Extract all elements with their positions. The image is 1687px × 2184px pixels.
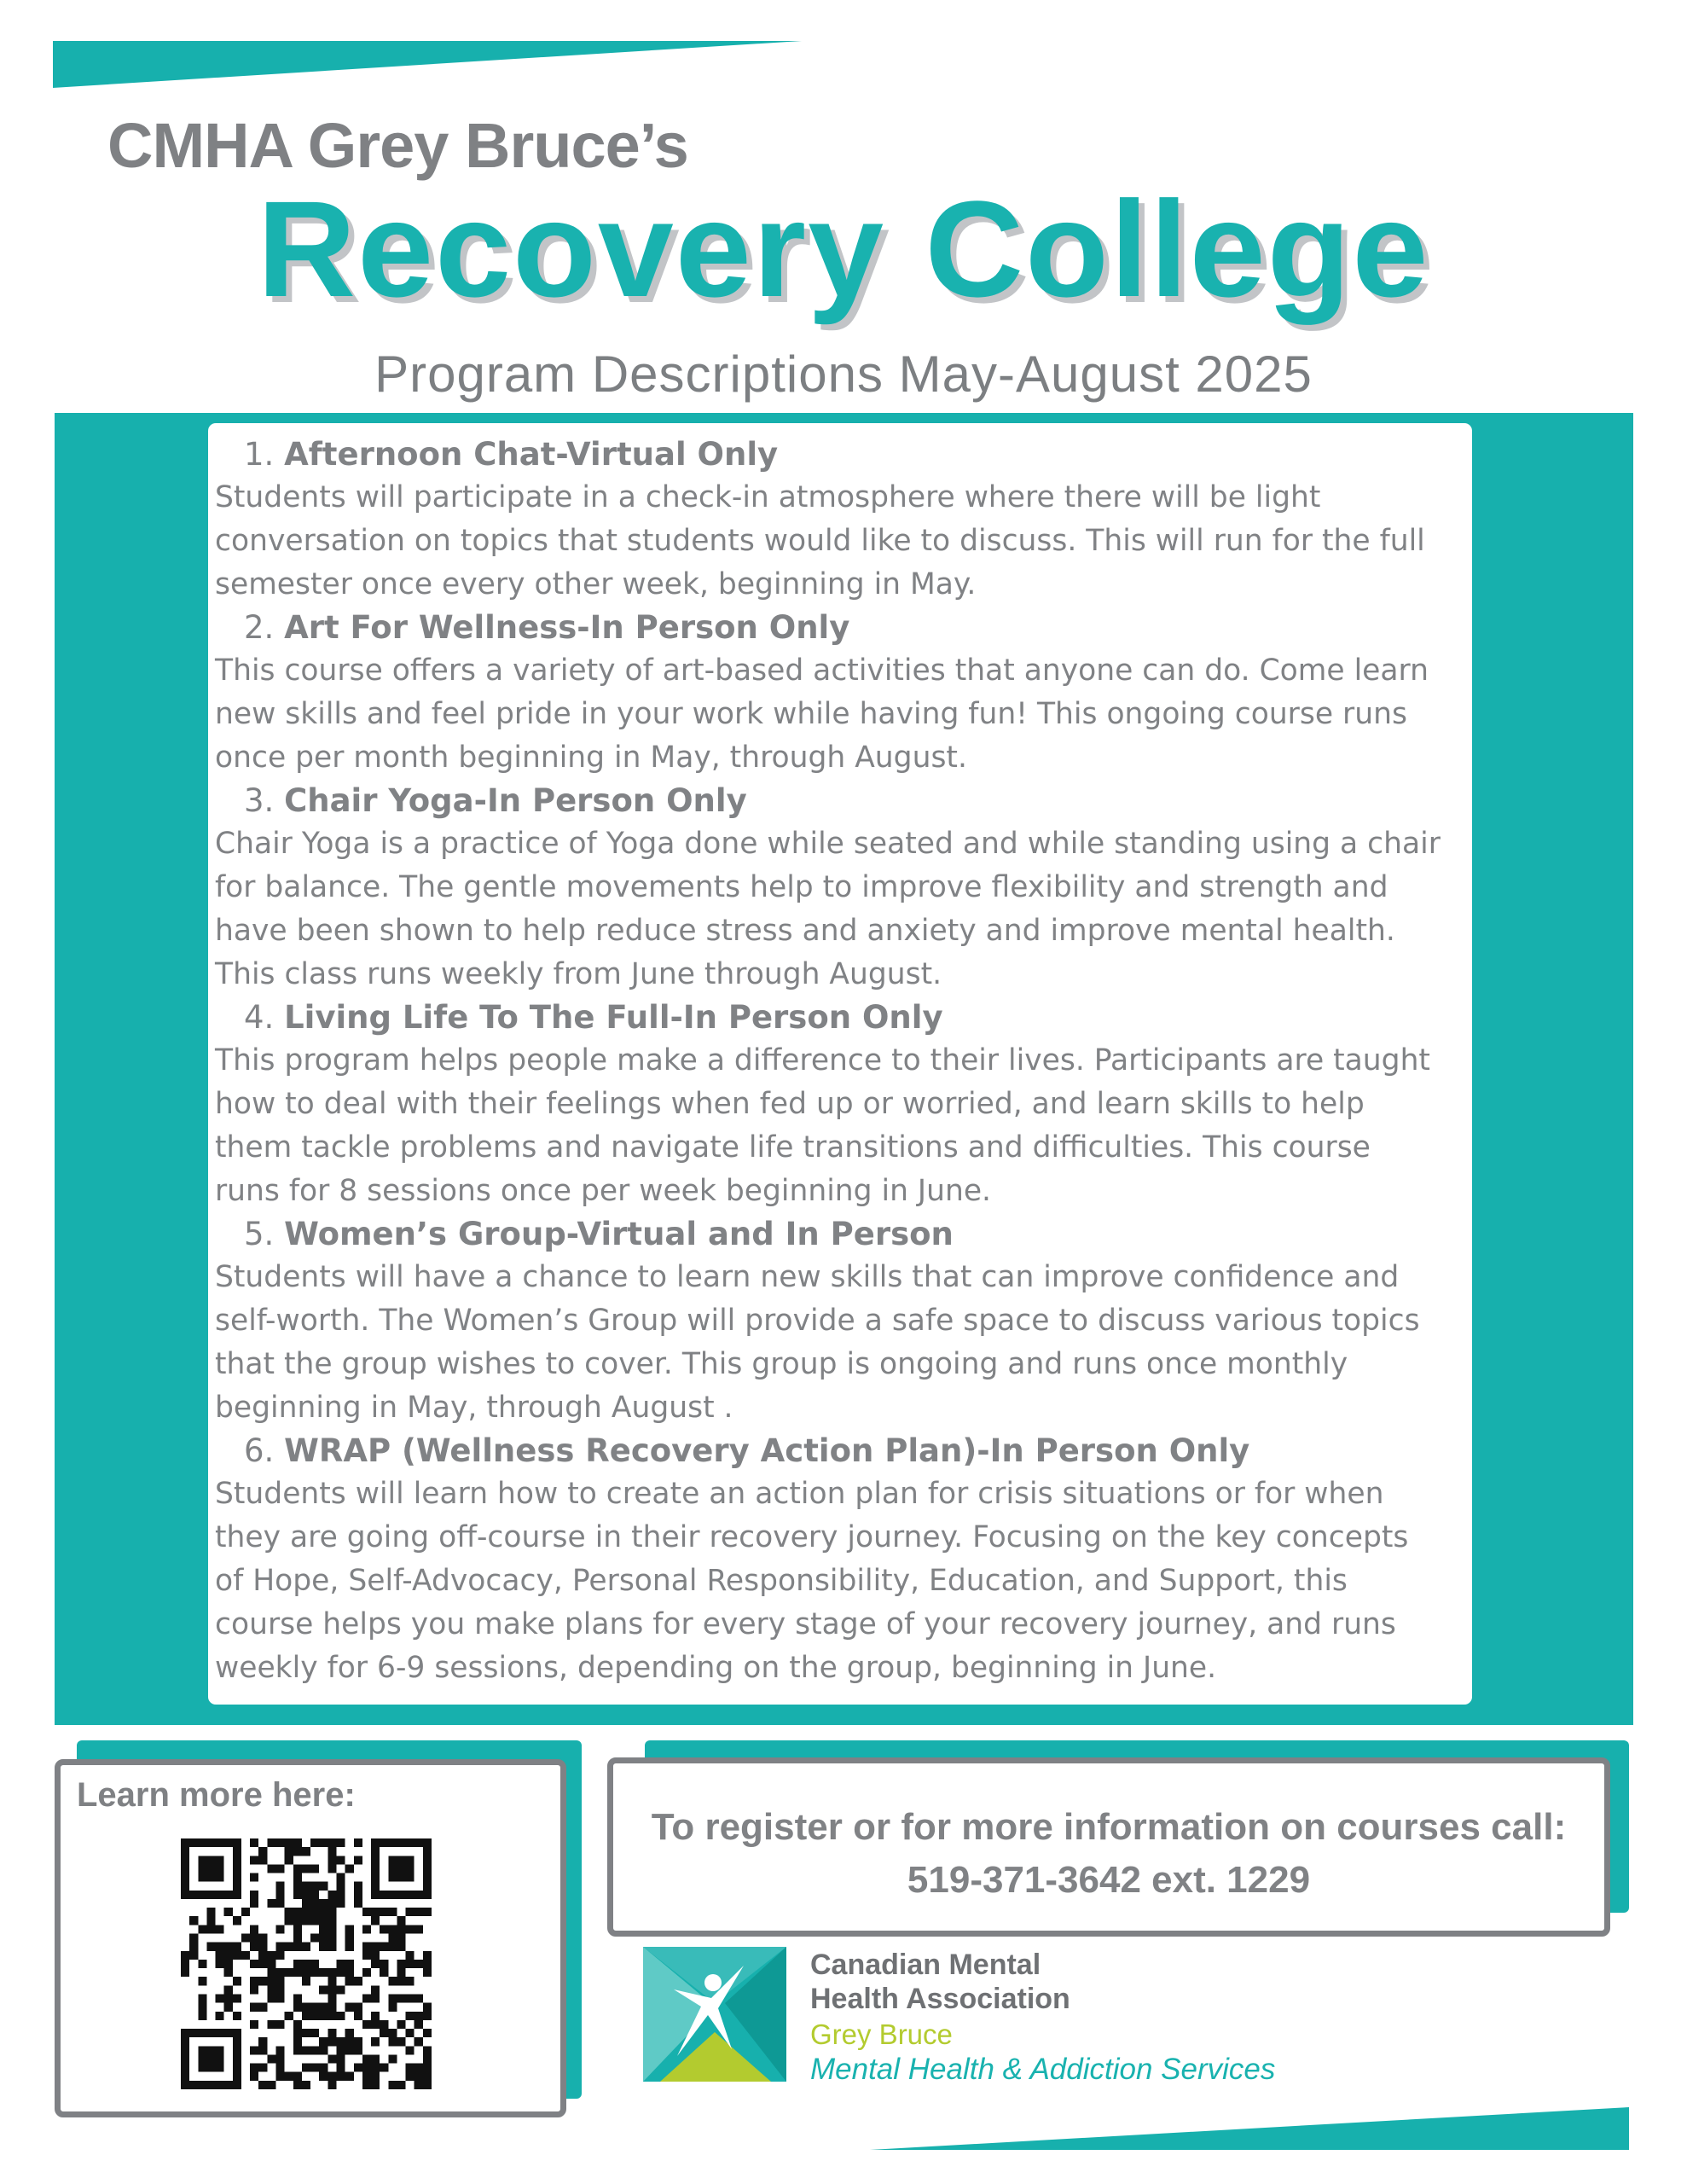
bottom-accent-stripe <box>853 2099 1638 2158</box>
program-description-line: they are going off-course in their recovery journey. Focusing on the key concepts <box>215 1520 1409 1554</box>
register-phone[interactable]: 519-371-3642 ext. 1229 <box>907 1859 1311 1901</box>
program-name: Art For Wellness-In Person Only <box>284 609 850 646</box>
program-name: Living Life To The Full-In Person Only <box>284 999 943 1036</box>
program-description-line: how to deal with their feelings when fed up or worried, and learn skills to help <box>215 1087 1365 1121</box>
program-item <box>215 607 1465 780</box>
program-description-line: have been shown to help reduce stress and anxiety and improve mental health. <box>215 914 1395 948</box>
program-description-line: Chair Yoga is a practice of Yoga done while seated and while standing using a chair <box>215 827 1441 861</box>
program-title <box>215 1430 1465 1472</box>
program-description-line: conversation on topics that students would like to discuss. This will run for the full <box>215 524 1425 558</box>
program-description-line: them tackle problems and navigate life transitions and difficulties. This course <box>215 1130 1371 1165</box>
program-description-line: of Hope, Self-Advocacy, Personal Responsibility, Education, and Support, this <box>215 1564 1348 1598</box>
program-description-line: once per month beginning in May, through August. <box>215 741 967 775</box>
learn-more-label: Learn more here: <box>77 1776 356 1814</box>
program-title <box>215 780 1465 822</box>
program-description-line: new skills and feel pride in your work while having fun! This ongoing course runs <box>215 697 1407 731</box>
program-name: Chair Yoga-In Person Only <box>284 782 747 819</box>
register-instructions: To register or for more information on courses call: <box>651 1806 1567 1848</box>
top-accent-stripe <box>0 0 1687 94</box>
program-description-line: beginning in May, through August . <box>215 1391 733 1425</box>
program-item <box>215 996 1465 1213</box>
program-description-line: semester once every other week, beginning in May. <box>215 567 977 601</box>
page-title: Recovery College <box>257 172 1430 325</box>
program-title <box>215 433 1465 476</box>
org-name-line1: Canadian Mental <box>810 1949 1041 1981</box>
program-description-line: This class runs weekly from June through August. <box>215 957 942 991</box>
program-name: Women’s Group-Virtual and In Person <box>284 1216 954 1252</box>
qr-code-icon[interactable] <box>181 1838 432 2089</box>
program-list <box>208 423 1472 1705</box>
program-item <box>215 1213 1465 1430</box>
program-number: 6. <box>244 1432 275 1469</box>
org-name-line2: Health Association <box>810 1983 1070 2015</box>
program-description-line: This program helps people make a difference to their lives. Participants are taught <box>215 1043 1430 1077</box>
program-description-line: Students will have a chance to learn new skills that can improve confidence and <box>215 1260 1400 1294</box>
program-description-line: for balance. The gentle movements help to improve flexibility and strength and <box>215 870 1388 904</box>
program-title <box>215 607 1465 649</box>
program-item <box>215 780 1465 996</box>
program-description-line: Students will participate in a check-in atmosphere where there will be light <box>215 480 1321 514</box>
org-tagline: Mental Health & Addiction Services <box>810 2053 1276 2086</box>
org-region: Grey Bruce <box>810 2018 953 2050</box>
program-number: 5. <box>244 1216 275 1252</box>
program-description-line: that the group wishes to cover. This group is ongoing and runs once monthly <box>215 1347 1348 1381</box>
program-item <box>215 433 1465 607</box>
program-description-line: Students will learn how to create an action plan for crisis situations or for when <box>215 1477 1384 1511</box>
page-subtitle: Program Descriptions May-August 2025 <box>374 346 1313 403</box>
register-box <box>607 1757 1610 1937</box>
program-description-line: This course offers a variety of art-based activities that anyone can do. Come learn <box>215 653 1429 688</box>
program-name: WRAP (Wellness Recovery Action Plan)-In Person Only <box>284 1432 1250 1469</box>
program-number: 2. <box>244 609 275 646</box>
cmha-logo-icon <box>643 1947 786 2082</box>
program-description-line: weekly for 6-9 sessions, depending on the group, beginning in June. <box>215 1651 1217 1685</box>
organization-pretitle: CMHA Grey Bruce’s <box>107 110 688 181</box>
program-title <box>215 1213 1465 1256</box>
program-number: 1. <box>244 436 275 473</box>
program-number: 4. <box>244 999 275 1036</box>
program-description-line: course helps you make plans for every stage of your recovery journey, and runs <box>215 1607 1396 1641</box>
program-name: Afternoon Chat-Virtual Only <box>284 436 779 473</box>
program-item <box>215 1430 1465 1690</box>
program-title <box>215 996 1465 1039</box>
program-description-line: runs for 8 sessions once per week beginning in June. <box>215 1174 992 1208</box>
program-number: 3. <box>244 782 275 819</box>
program-description-line: self-worth. The Women’s Group will provide a safe space to discuss various topics <box>215 1304 1420 1338</box>
